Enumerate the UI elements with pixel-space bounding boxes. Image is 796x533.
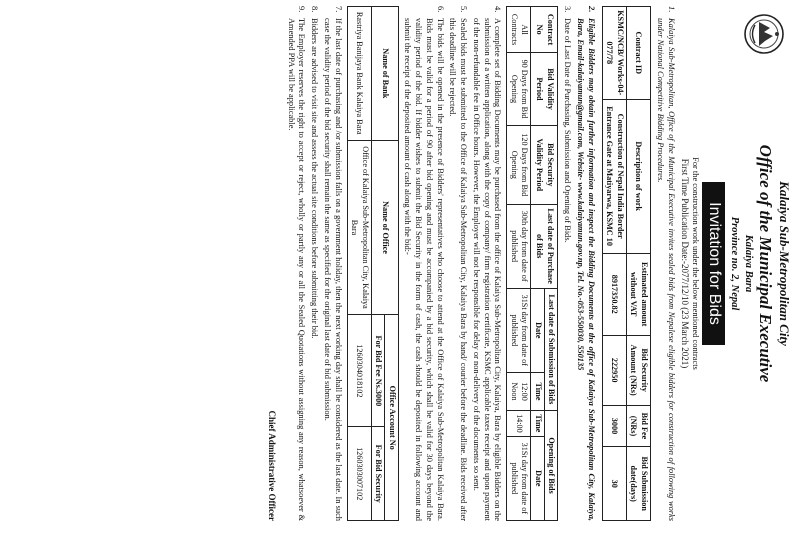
clause-2: 2. Eligible Bidders may obtain further information and inspect the Bidding Documents at the office of Kalaiya Sub-Metropolitan City, Kalaiya, Bara, Email-kalaiyamun@gmail.com, Website- www.kalaiyamun.gov.np, Tel. No.-053-550030, 550135 (575, 6, 596, 521)
clause-5: 5. Sealed bids must be submitted to the Office of Kalaiya Sub-Metropolitan City, Kalaiya Bara by hand/ courier before the deadline. Bids received after this deadline will be rejected. (448, 6, 469, 521)
municipal-emblem-icon (742, 12, 786, 56)
clause-1: 1. Kalaiya Sub-Metropolitan, Office of the Municipal Executive invites sealed bids from Nepalese eligible bidders for construction of following works under National Competitive Bidding Procedures. (656, 6, 677, 521)
subcol-submission-time: Time (531, 372, 545, 410)
contract-table (602, 6, 651, 521)
subcol-bid-security-account: For Bid Security (371, 427, 385, 521)
table-row (347, 7, 371, 521)
col-opening: Opening of Bids (544, 411, 558, 521)
bid-dates-table (506, 6, 558, 521)
clause-6: 6. The bids will be opened in the presence of Bidders' representatives who choose to attend at the Office of Kalaiya Sub-Metropolitan Kalaiya Bara. Bids must be valid for a period of 90 after bid opening and must be accompanied by a bid security, which shall be valid for 30 days beyond the validity period of the bid. If bidder wishes to submit the Bid Security in the form of cash, the cash should be deposited in following account and submit the receipt of the deposited amount of cash along with the bid:- (403, 6, 445, 521)
city-name: Kalaiya Sub-Metropolitan City (777, 181, 792, 346)
col-bid-fee: Bid Fee (NRs) (626, 405, 650, 447)
province-name: Province no. 2, Nepal (729, 216, 741, 311)
cell-validity: 90 Days from Bid Opening (507, 53, 531, 126)
col-security-validity: Bid Security Validity Period (531, 125, 558, 204)
signature-title: Chief Administrative Officer (266, 410, 277, 521)
col-last-purchase: Last date of Purchase of Bids (531, 204, 558, 288)
col-bank-name: Name of Bank (371, 7, 398, 141)
col-description: Description of work (626, 99, 650, 253)
col-contract-id: Contract ID (626, 7, 650, 100)
cell-opening-time: 14:00 (507, 411, 531, 437)
cell-contract: All Contracts (507, 7, 531, 53)
clause-3: 3. Date of Last Date of Purchasing, Submission and Opening of Bids. (563, 6, 573, 243)
cell-security-validity: 120 Days from Bid Opening (507, 125, 531, 204)
cell-last-purchase: 30th day from date of published (507, 204, 531, 288)
notice-header (700, 6, 792, 521)
col-bid-validity: Bid Validity Period (531, 53, 558, 126)
cell-submission-time: 12:00 Noon (507, 372, 531, 410)
subcol-bid-fee-account: For Bid Fee Ns.3000 (371, 315, 385, 427)
cell-contract-id: KSMC/NCB/ Works-04-077/78 (602, 7, 626, 100)
cell-office-name: Office of Kalaiya Sub-Metropolitan City, Kalaiya Bara (347, 140, 371, 315)
clause-9: 9. The Employer reserves the right to accept or reject, wholly or partly any or all the Sealed Quotations without assigning any reason, whatsoever & Amended PPA will be applicable. (286, 6, 307, 521)
cell-fee-account: 1260304018102 (347, 315, 371, 427)
clause-7: 7. If the last date of purchasing and /or submission falls on a government holiday, then the next working day shall be considered as the last date. In such case the validity period of the bid security shall remain the same as specified for the original last date of bid submission. (322, 6, 343, 521)
col-last-submission: Last date of Submission of Bids (544, 288, 558, 410)
col-submission-days: Bid Submission date(days) (626, 447, 650, 521)
col-bid-security: Bid Security Amount (NRs) (626, 335, 650, 405)
cell-submission-days: 30 (602, 447, 626, 521)
table-row (507, 7, 531, 521)
place-name: Kalaiya Bara (742, 234, 754, 293)
clause-8: 8. Bidders are advised to visit site and assess the actual site conditions before submitting their bid. (310, 6, 320, 339)
cell-bid-fee: 3000 (602, 405, 626, 447)
col-estimated-amount: Estimated amount without VAT (626, 253, 650, 335)
cell-opening-date: 31St day from date of published (507, 436, 531, 520)
intro-text: For the construction work under the below mentioned contracts (691, 157, 701, 370)
cell-security-account: 1260303007102 (347, 427, 371, 521)
office-name: Office of the Municipal Executive (756, 144, 776, 383)
publication-date: First Time Publication Date:-2077/12/10 (23 March 2021) (679, 158, 690, 369)
cell-submission-date: 31St day from date of published (507, 288, 531, 372)
page-title: Invitation for Bids (702, 182, 724, 345)
cell-estimated-amount: 8917350.82 (602, 253, 626, 335)
col-account-no: Office Account No (385, 315, 399, 521)
subcol-submission-date: Date (531, 288, 545, 372)
cell-bid-security: 222950 (602, 335, 626, 405)
clause-4: 4. A complete set of Bidding Documents may be purchased from the office of Kalaiya Sub-Metropolitan City, Kalaiya, Bara by eligible Bidders on the submission of a written application, along with the copy of company/ firm registration certificate, KSMC applicable taxes receipt and upon payment of the non-refundable fee in Office hours. However, the Employer will not be responsible for delay or non-delivery of the documents so sent. (471, 6, 503, 521)
subcol-opening-date: Date (531, 436, 545, 520)
cell-bank-name: Rastriya Banijaya Bank Kalaiya Bara (347, 7, 371, 141)
table-row (602, 7, 626, 521)
col-office-name: Name of Office (371, 140, 398, 315)
subcol-opening-time: Time (531, 411, 545, 437)
col-contract-no: Contract No (531, 7, 558, 53)
cell-description: Construction of Nepal India Border Entrance Gate at Matiyarwa, KSMC 10 (602, 99, 626, 253)
bank-account-table (347, 6, 399, 521)
